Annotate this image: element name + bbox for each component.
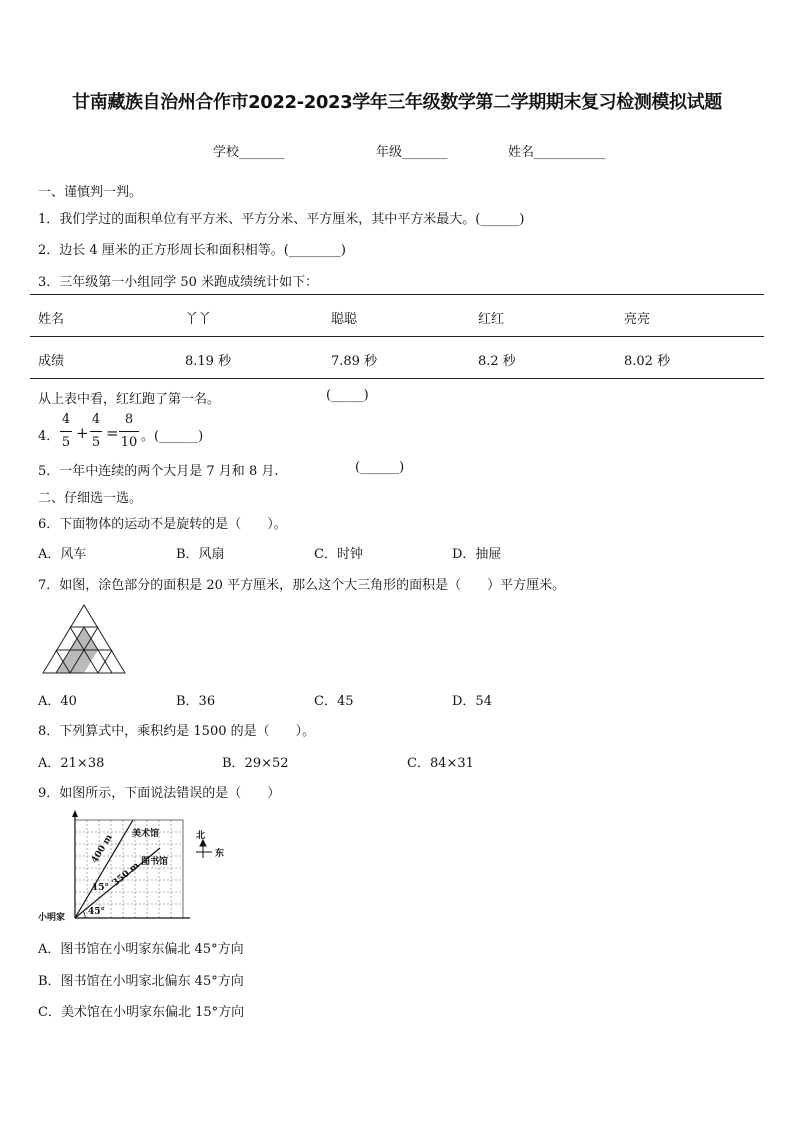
section2-heading: 二、仔细选一选。 — [38, 491, 143, 506]
angle-label: 45° — [88, 907, 106, 917]
question-8: 8．下列算式中，乘积约是 1500 的是（ ）。 — [38, 724, 316, 739]
option-d: D．抽屉 — [452, 547, 502, 562]
home-label: 小明家 — [38, 913, 66, 923]
table-header-cell: 聪聪 — [331, 312, 358, 327]
fraction-bar — [119, 431, 139, 432]
table-row-label: 成绩 — [38, 354, 65, 369]
distance-label: 350 m — [111, 860, 142, 889]
option-c: C．84×31 — [407, 756, 474, 771]
fraction-numerator: 4 — [91, 412, 101, 427]
table-cell: 7.89 秒 — [331, 354, 378, 369]
fraction-denominator: 5 — [61, 435, 71, 450]
question-7: 7．如图，涂色部分的面积是 20 平方厘米，那么这个大三角形的面积是（ ）平方厘米。 — [38, 578, 566, 593]
section1-heading: 一、谨慎判一判。 — [38, 185, 143, 200]
library-label: 图书馆 — [141, 857, 169, 867]
option-b: B．风扇 — [176, 547, 225, 562]
table-header-cell: 姓名 — [38, 312, 65, 327]
table-cell: 8.02 秒 — [624, 354, 671, 369]
table-cell: 8.19 秒 — [185, 354, 232, 369]
option-b: B．图书馆在小明家北偏东 45°方向 — [38, 974, 244, 989]
option-a: A．风车 — [38, 547, 87, 562]
fraction-numerator: 8 — [124, 412, 134, 427]
page-title: 甘南藏族自治州合作市2022-2023学年三年级数学第二学期期末复习检测模拟试题 — [72, 92, 722, 113]
table-header-cell: 红红 — [478, 312, 505, 327]
question-number: 4． — [38, 429, 60, 444]
plus-sign: + — [76, 424, 89, 442]
question-5: 5．一年中连续的两个大月是 7 月和 8 月. — [38, 464, 279, 479]
name-field: 姓名___________ — [508, 145, 606, 160]
question-3-follow: 从上表中看，红红跑了第一名。 — [38, 392, 221, 407]
table-cell: 8.2 秒 — [478, 354, 516, 369]
option-b: B．36 — [176, 694, 216, 709]
option-c: C．时钟 — [314, 547, 363, 562]
table-header-cell: 丫丫 — [185, 312, 212, 327]
option-d: D．54 — [452, 694, 492, 709]
fraction-denominator: 5 — [91, 435, 101, 450]
question-4-tail: 。(______) — [141, 429, 204, 444]
option-c: C．美术馆在小明家东偏北 15°方向 — [38, 1005, 245, 1020]
fraction-bar — [90, 431, 102, 432]
distance-label: 400 m — [90, 833, 115, 866]
question-1: 1．我们学过的面积单位有平方米、平方分米、平方厘米，其中平方米最大。(______) — [38, 212, 525, 227]
equals-sign: = — [106, 424, 119, 442]
direction-map — [38, 810, 248, 928]
question-3: 3．三年级第一小组同学 50 米跑成绩统计如下： — [38, 275, 319, 290]
table-header-cell: 亮亮 — [624, 312, 651, 327]
option-c: C．45 — [314, 694, 354, 709]
question-2: 2．边长 4 厘米的正方形周长和面积相等。(________) — [38, 243, 346, 258]
fraction-denominator: 10 — [120, 435, 138, 450]
triangle-figure — [42, 604, 126, 676]
grade-field: 年级_______ — [376, 145, 448, 160]
option-a: A．21×38 — [38, 756, 105, 771]
answer-blank: (______) — [355, 460, 405, 475]
fraction-bar — [60, 431, 72, 432]
question-6: 6．下面物体的运动不是旋转的是（ ）。 — [38, 517, 287, 532]
art-museum-label: 美术馆 — [132, 829, 160, 839]
option-a: A．图书馆在小明家东偏北 45°方向 — [38, 942, 244, 957]
east-label: 东 — [215, 849, 225, 859]
fraction-numerator: 4 — [61, 412, 71, 427]
option-a: A．40 — [38, 694, 77, 709]
angle-label: 15° — [92, 883, 110, 893]
school-field: 学校_______ — [213, 145, 285, 160]
option-b: B．29×52 — [222, 756, 289, 771]
table-bottom-rule — [30, 378, 764, 379]
north-label: 北 — [196, 831, 206, 841]
table-mid-rule — [30, 336, 764, 337]
question-9: 9．如图所示，下面说法错误的是（ ） — [38, 786, 281, 801]
table-top-rule — [30, 294, 764, 295]
answer-blank: (_____) — [326, 388, 369, 403]
